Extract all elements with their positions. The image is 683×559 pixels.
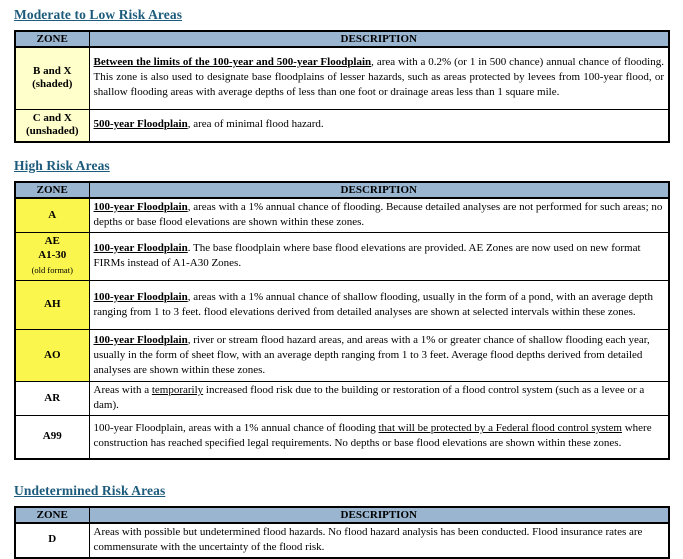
- description-text-segment: Areas with a: [93, 384, 152, 396]
- description-cell: [89, 47, 669, 109]
- section-undetermined-risk: [14, 483, 670, 559]
- section-moderate-to-low-risk: [14, 7, 670, 143]
- moderate-low-risk-table: [14, 30, 670, 143]
- column-header-zone: ZONE: [15, 182, 89, 198]
- zone-label: (shaded): [32, 78, 73, 91]
- description-cell: [89, 330, 669, 382]
- section-title: Moderate to Low Risk Areas: [14, 7, 183, 22]
- zone-cell-c-and-x-unshaded: [15, 109, 89, 142]
- table-header-row: [15, 182, 669, 198]
- zone-label: A99: [42, 430, 62, 442]
- zone-label: C and X: [32, 111, 72, 124]
- zone-label: AO: [44, 348, 61, 361]
- table-row: [15, 281, 669, 330]
- zone-cell-ar: [15, 382, 89, 416]
- high-risk-table: [14, 181, 670, 460]
- section-title: High Risk Areas: [14, 158, 110, 173]
- description-text-segment: , area of minimal flood hazard.: [187, 118, 324, 131]
- description-text-segment: 100-year Floodplain: [93, 201, 188, 213]
- column-header-description: DESCRIPTION: [89, 31, 669, 47]
- description-cell: [89, 198, 669, 233]
- zone-label: AE: [44, 235, 60, 248]
- column-header-description: DESCRIPTION: [89, 507, 669, 523]
- description-text-segment: that will be protected by a Federal flood control system: [378, 422, 622, 435]
- zone-cell-a: [15, 198, 89, 233]
- description-cell: [89, 109, 669, 142]
- zone-label: A1-30: [38, 248, 67, 261]
- column-header-zone: ZONE: [15, 507, 89, 523]
- table-row: [15, 523, 669, 558]
- description-text-segment: . The base floodplain where base flood elevations are provided. AE Zones are now used on new format FIRMs instead of A1-A30 Zones.: [93, 242, 641, 269]
- description-cell: [89, 382, 669, 416]
- table-row: [15, 109, 669, 142]
- zone-cell-ao: [15, 330, 89, 382]
- zone-label: AR: [44, 391, 61, 404]
- zone-cell-a99: [15, 416, 89, 459]
- description-cell: [89, 233, 669, 281]
- zone-cell-d: [15, 523, 89, 558]
- description-text-segment: 500-year Floodplain: [93, 118, 188, 131]
- zone-label: D: [48, 533, 57, 546]
- description-text-segment: , river or stream flood hazard areas, and areas with a 1% or greater chance of shallow flooding each year, usually in the form of sheet flow, with an average depth ranging from 1 to 3 feet. Average flood depths derived from detailed analyses are shown within these zones.: [93, 333, 650, 376]
- table-row: [15, 233, 669, 281]
- description-text-segment: where construction has reached specified legal requirements. No depths or base flood elevations are shown within these zones.: [93, 422, 652, 450]
- undetermined-risk-table: [14, 506, 670, 559]
- description-cell: [89, 523, 669, 558]
- description-text-segment: 100-year Floodplain: [93, 333, 188, 346]
- zone-label: B and X: [32, 64, 72, 77]
- description-cell: [89, 281, 669, 330]
- description-text-segment: Areas with possible but undetermined flood hazards. No flood hazard analysis has been conducted. Flood insurance rates are commensurate with the uncertainty of the flood risk.: [93, 525, 643, 553]
- section-title: Undetermined Risk Areas: [14, 482, 166, 498]
- column-header-description: DESCRIPTION: [89, 182, 669, 198]
- description-text-segment: , areas with a 1% annual chance of shallow flooding, usually in the form of a pond, with an average depth ranging from 1 to 3 feet. flood elevations derived from detailed analyses are shown at selected intervals within these zones.: [93, 290, 653, 318]
- description-text-segment: , areas with a 1% annual chance of flooding. Because detailed analyses are not performed for such areas; no depths or base flood elevations are shown within these zones.: [93, 201, 663, 228]
- zone-label: AH: [44, 298, 61, 311]
- column-header-zone: ZONE: [15, 31, 89, 47]
- zone-cell-ae-a1-30: [15, 233, 89, 281]
- zone-cell-b-and-x-shaded: [15, 47, 89, 109]
- zone-label: A: [48, 208, 57, 221]
- section-high-risk: [14, 158, 670, 460]
- zone-label: (unshaded): [25, 125, 79, 138]
- table-row: [15, 416, 669, 459]
- table-header-row: [15, 507, 669, 523]
- description-text-segment: 100-year Floodplain: [93, 290, 188, 303]
- description-cell: [89, 416, 669, 459]
- table-row: [15, 330, 669, 382]
- zone-cell-ah: [15, 281, 89, 330]
- table-row: [15, 382, 669, 416]
- table-header-row: [15, 31, 669, 47]
- zone-sublabel-old-format: (old format): [31, 265, 73, 276]
- description-text-segment: Between the limits of the 100-year and 500-year Floodplain: [93, 56, 372, 69]
- description-text-segment: temporarily: [151, 384, 204, 396]
- description-text-segment: , area with a 0.2% (or 1 in 500 chance) annual chance of flooding. This zone is also used to designate base floodplains of lesser hazards, such as areas protected by levees from 100-year flood, or shallow flooding areas with average depths of less than one foot or drainage areas less than 1 square mile.: [93, 56, 664, 99]
- table-row: [15, 47, 669, 109]
- table-row: [15, 198, 669, 233]
- description-text-segment: increased flood risk due to the building or restoration of a flood control system (such as a levee or a dam).: [93, 384, 645, 411]
- description-text-segment: 100-year Floodplain: [93, 242, 188, 254]
- description-text-segment: 100-year Floodplain, areas with a 1% annual chance of flooding: [93, 422, 379, 435]
